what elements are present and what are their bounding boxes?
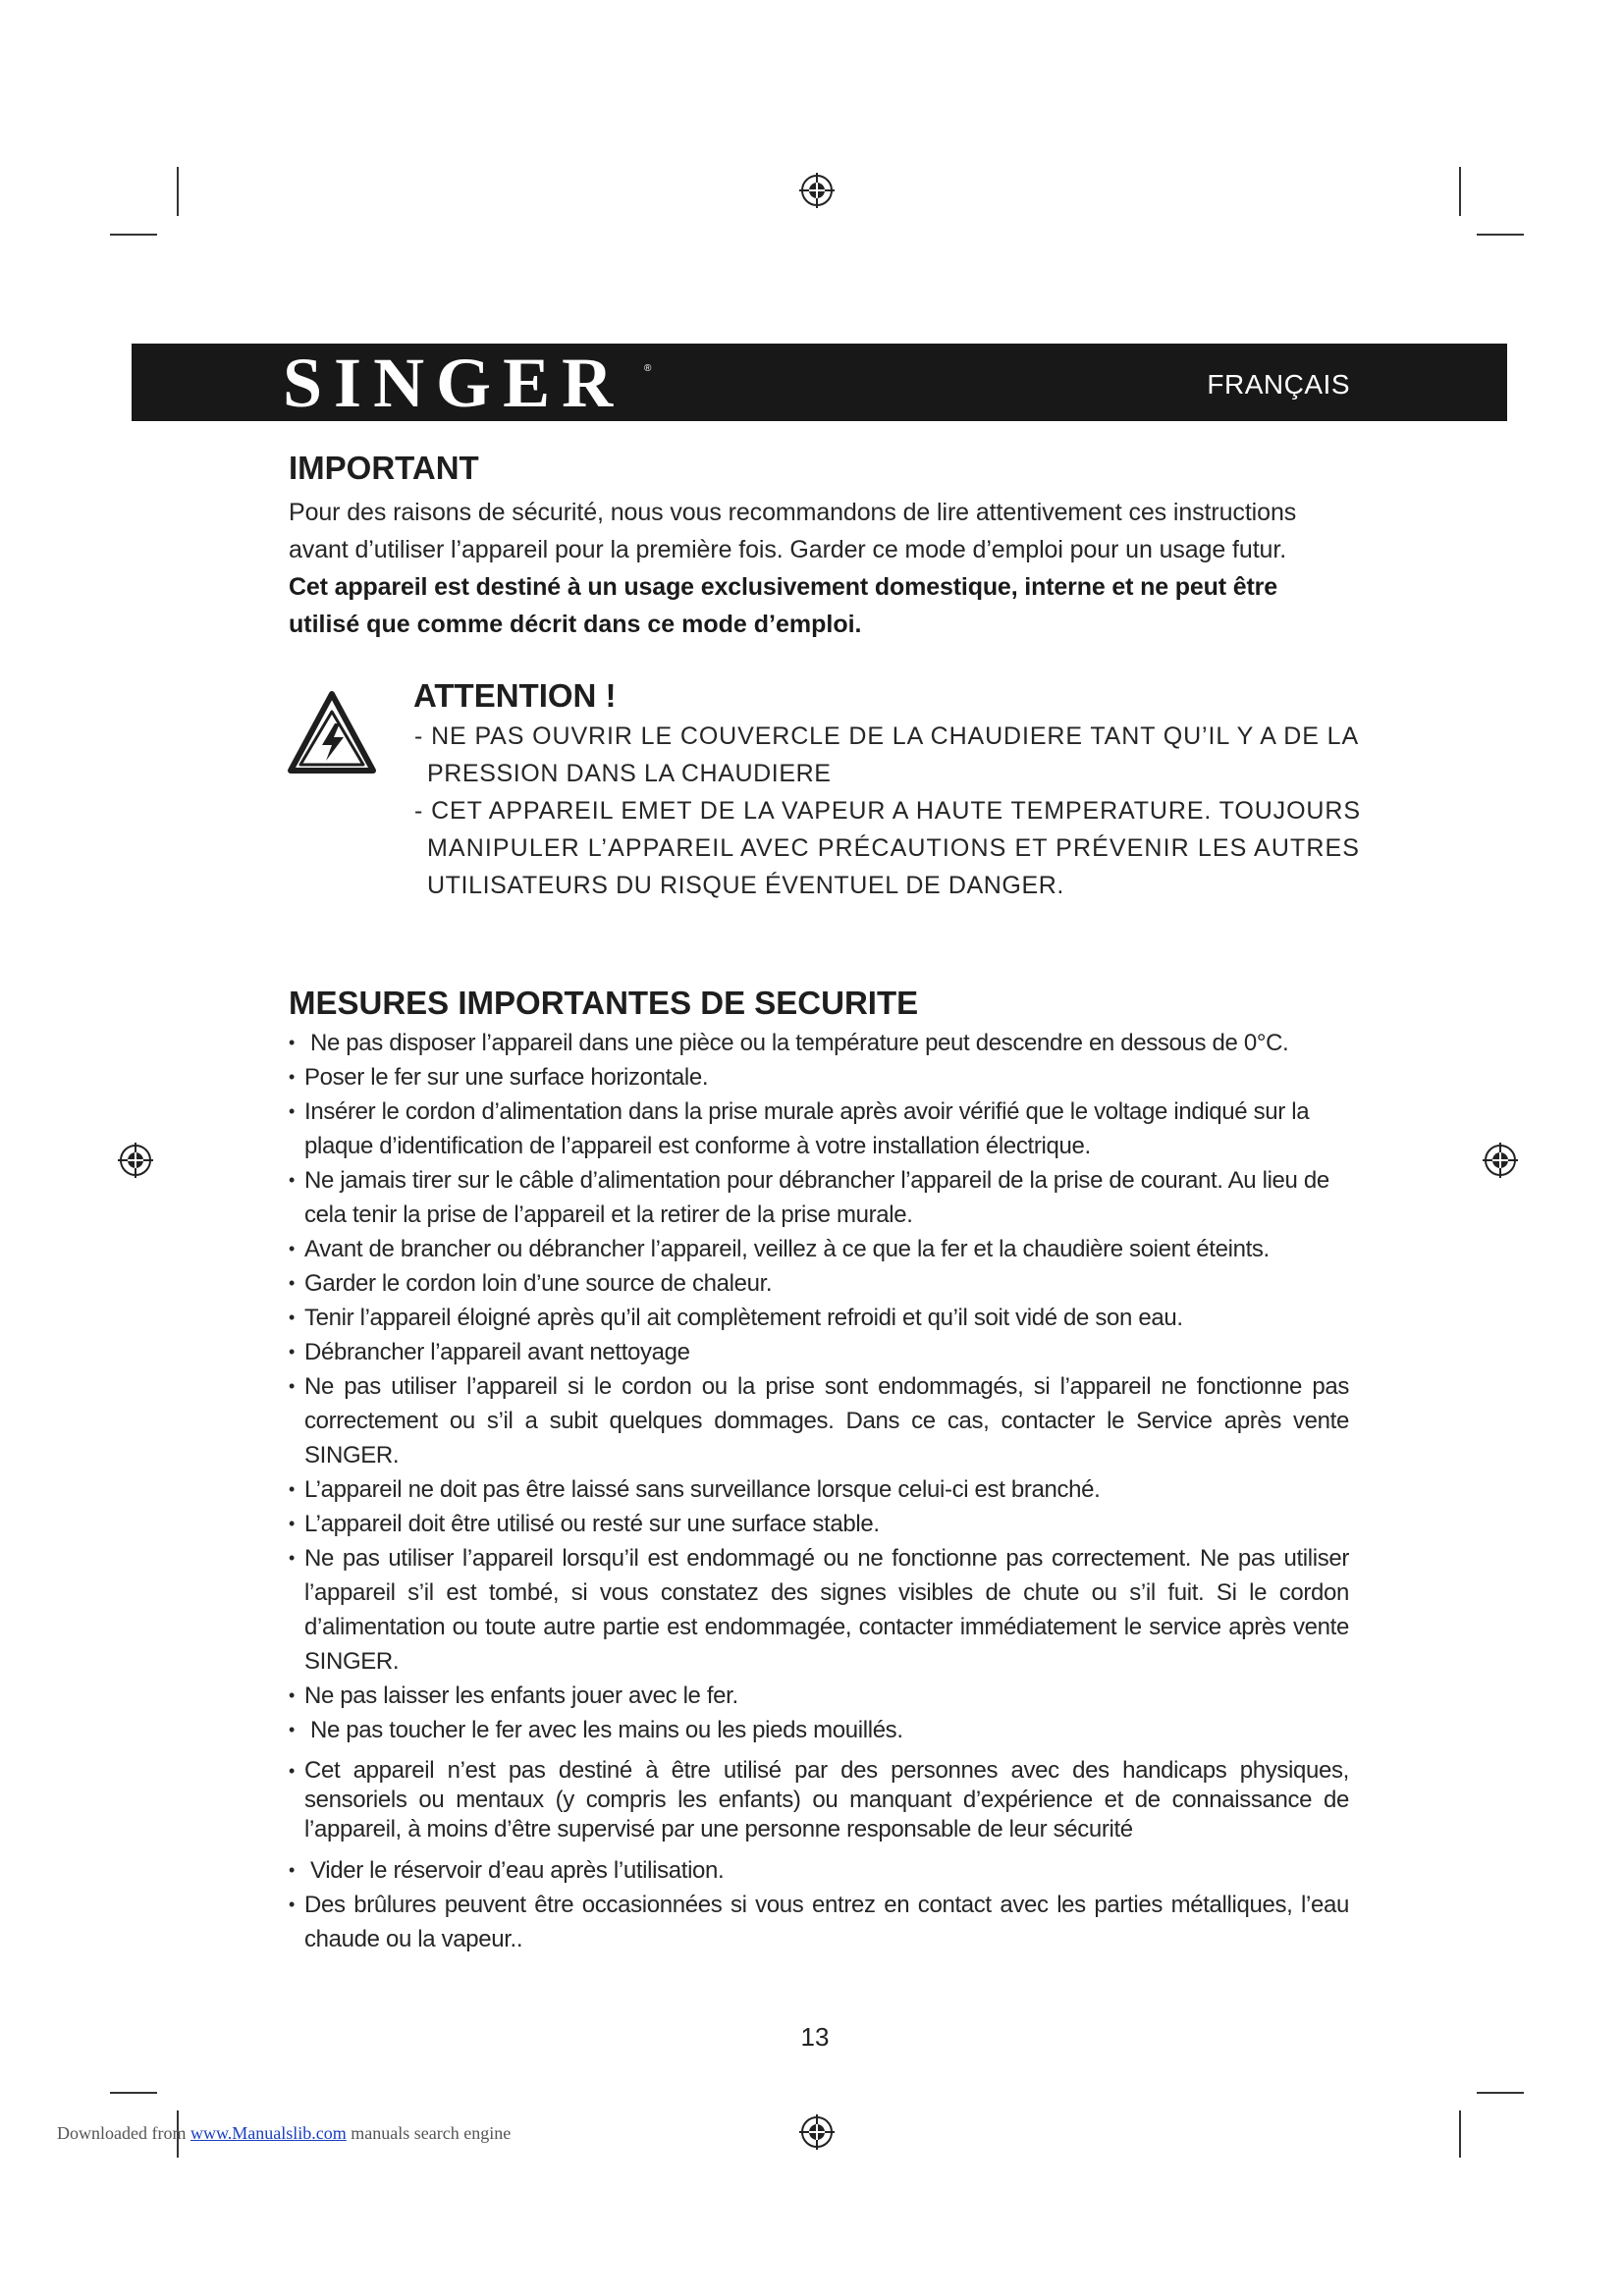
registration-mark-icon [797,2112,837,2152]
crop-mark [110,234,157,236]
list-item: • Ne jamais tirer sur le câble d’alimentation pour débrancher l’appareil de la prise de courant. Au lieu de cela tenir la prise de l’appareil et la retirer de la prise murale. [289,1163,1349,1232]
download-footer [57,2123,511,2144]
attention-line: MANIPULER L’APPAREIL AVEC PRÉCAUTIONS ET PRÉVENIR LES AUTRES [427,834,1361,862]
important-bold-line: Cet appareil est destiné à un usage exclusivement domestique, interne et ne peut être [289,573,1278,601]
footer-suffix: manuals search engine [346,2123,512,2143]
attention-line: - NE PAS OUVRIR LE COUVERCLE DE LA CHAUDIERE TANT QU’IL Y A DE LA [414,722,1360,750]
language-label: FRANÇAIS [1207,369,1350,400]
electric-hazard-icon [287,690,377,774]
registration-mark-icon [116,1141,155,1180]
list-item: • Avant de brancher ou débrancher l’appareil, veillez à ce que la fer et la chaudière soient éteints. [289,1232,1349,1266]
list-item: • Poser le fer sur une surface horizontale. [289,1060,1349,1095]
list-item: • Des brûlures peuvent être occasionnées si vous entrez en contact avec les parties métalliques, l’eau chaude ou la vapeur.. [289,1888,1349,1956]
crop-mark [1477,234,1524,236]
list-item: • Ne pas laisser les enfants jouer avec le fer. [289,1679,1349,1713]
brand-logo: SINGER [283,344,625,422]
list-item: • Cet appareil n’est pas destiné à être utilisé par des personnes avec des handicaps physiques, sensoriels ou mentaux (y compris les enfants) ou manquant d’expérience et de connaissance de l’appareil, à moins d’être supervisé par une personne responsable de leur sécurité [289,1756,1349,1844]
important-line: avant d’utiliser l’appareil pour la première fois. Garder ce mode d’emploi pour un usage futur. [289,536,1287,563]
list-item: • Vider le réservoir d’eau après l’utilisation. [289,1853,1349,1888]
list-item: • Tenir l’appareil éloigné après qu’il ait complètement refroidi et qu’il soit vidé de son eau. [289,1301,1349,1335]
crop-mark [110,2092,157,2094]
list-item: • L’appareil doit être utilisé ou resté sur une surface stable. [289,1507,1349,1541]
list-item: • Ne pas toucher le fer avec les mains ou les pieds mouillés. [289,1713,1349,1747]
important-line: Pour des raisons de sécurité, nous vous recommandons de lire attentivement ces instructions [289,499,1297,526]
footer-prefix: Downloaded from [57,2123,190,2143]
safety-list [289,1026,1349,1956]
attention-line: PRESSION DANS LA CHAUDIERE [427,760,832,787]
list-item: • Débrancher l’appareil avant nettoyage [289,1335,1349,1369]
registered-mark: ® [644,363,652,374]
list-item: • Insérer le cordon d’alimentation dans la prise murale après avoir vérifié que le voltage indiqué sur la plaque d’identification de l’appareil est conforme à votre installation électrique. [289,1095,1349,1163]
registration-mark-icon [797,171,837,210]
list-item: • L’appareil ne doit pas être laissé sans surveillance lorsque celui-ci est branché. [289,1472,1349,1507]
list-item: • Ne pas utiliser l’appareil si le cordon ou la prise sont endommagés, si l’appareil ne fonctionne pas correctement ou s’il a subit quelques dommages. Dans ce cas, contacter le Service après vente SINGER. [289,1369,1349,1472]
attention-title: ATTENTION ! [413,677,617,714]
crop-mark [1477,2092,1524,2094]
registration-mark-icon [1481,1141,1520,1180]
page-number: 13 [800,2022,830,2052]
crop-mark [1459,2110,1461,2158]
attention-line: UTILISATEURS DU RISQUE ÉVENTUEL DE DANGER. [427,872,1064,899]
header-band [132,344,1507,421]
list-item: • Ne pas disposer l’appareil dans une pièce ou la température peut descendre en dessous de 0°C. [289,1026,1349,1060]
manualslib-link[interactable]: www.Manualslib.com [189,2123,347,2143]
list-item: • Ne pas utiliser l’appareil lorsqu’il est endommagé ou ne fonctionne pas correctement. Ne pas utiliser l’appareil s’il est tombé, si vous constatez des signes visibles de chute ou s’il fuit. Si le cordon d’alimentation ou toute autre partie est endommagée, contacter immédiatement le service après vente SINGER. [289,1541,1349,1679]
attention-line: - CET APPAREIL EMET DE LA VAPEUR A HAUTE TEMPERATURE. TOUJOURS [414,797,1361,825]
important-bold-line: utilisé que comme décrit dans ce mode d’emploi. [289,611,862,638]
crop-mark [1459,167,1461,216]
mesures-title: MESURES IMPORTANTES DE SECURITE [289,985,919,1021]
list-item: • Garder le cordon loin d’une source de chaleur. [289,1266,1349,1301]
important-title: IMPORTANT [289,450,479,486]
crop-mark [177,167,179,216]
